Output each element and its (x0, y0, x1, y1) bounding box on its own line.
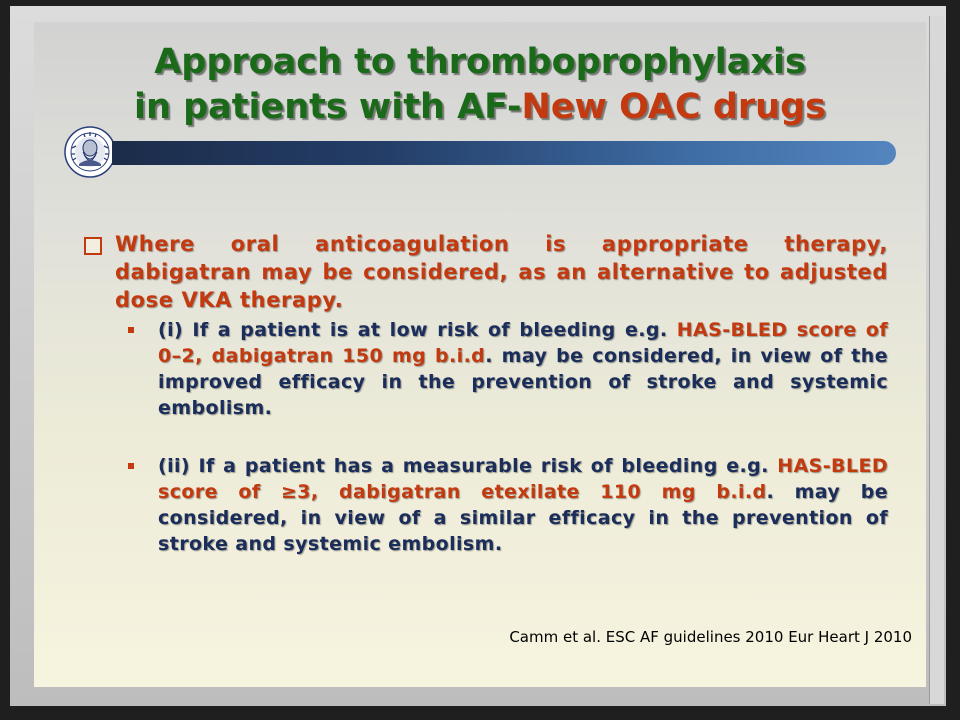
title-divider-bar (112, 141, 896, 165)
sub-bullet-highlight: HAS-BLED score of 0–2, dabigatran 150 mg b.i.d (158, 319, 889, 367)
sub-bullet-text-pre: (ii) If a patient has a measurable risk of bleeding e.g. (158, 455, 778, 477)
title-line-2-prefix: in patients with AF- (134, 87, 522, 127)
square-bullet-icon (128, 463, 134, 469)
slide-title (0, 40, 960, 130)
citation-text: Camm et al. ESC AF guidelines 2010 Eur Heart J 2010 (509, 628, 912, 646)
portrait-seal-logo-icon (64, 126, 116, 178)
sub-bullet-item (80, 317, 888, 421)
slide-body (80, 230, 888, 557)
main-bullet-text: Where oral anticoagulation is appropriate therapy, dabigatran may be considered, as an alternative to adjusted dose VKA therapy. (115, 232, 888, 312)
sub-bullet-highlight: HAS-BLED score of ≥3, dabigatran etexilate 110 mg b.i.d (158, 455, 888, 503)
sub-bullet-text-pre: (i) If a patient is at low risk of bleeding e.g. (158, 319, 677, 341)
square-bullet-icon (128, 327, 134, 333)
title-line-2 (0, 85, 960, 130)
title-line-1: Approach to thromboprophylaxis (154, 42, 806, 82)
sub-bullet-text-post: . may be considered, in view of the improved efficacy in the prevention of stroke and systemic embolism. (158, 345, 888, 419)
checkbox-bullet-icon (84, 237, 102, 255)
sub-bullet-item (80, 453, 888, 557)
sub-bullet-text-post: . may be considered, in view of a similar efficacy in the prevention of stroke and systemic embolism. (158, 481, 888, 555)
title-line-2-highlight: New OAC drugs (521, 87, 826, 127)
sub-bullet-list (80, 317, 888, 557)
main-bullet-point (80, 230, 888, 314)
